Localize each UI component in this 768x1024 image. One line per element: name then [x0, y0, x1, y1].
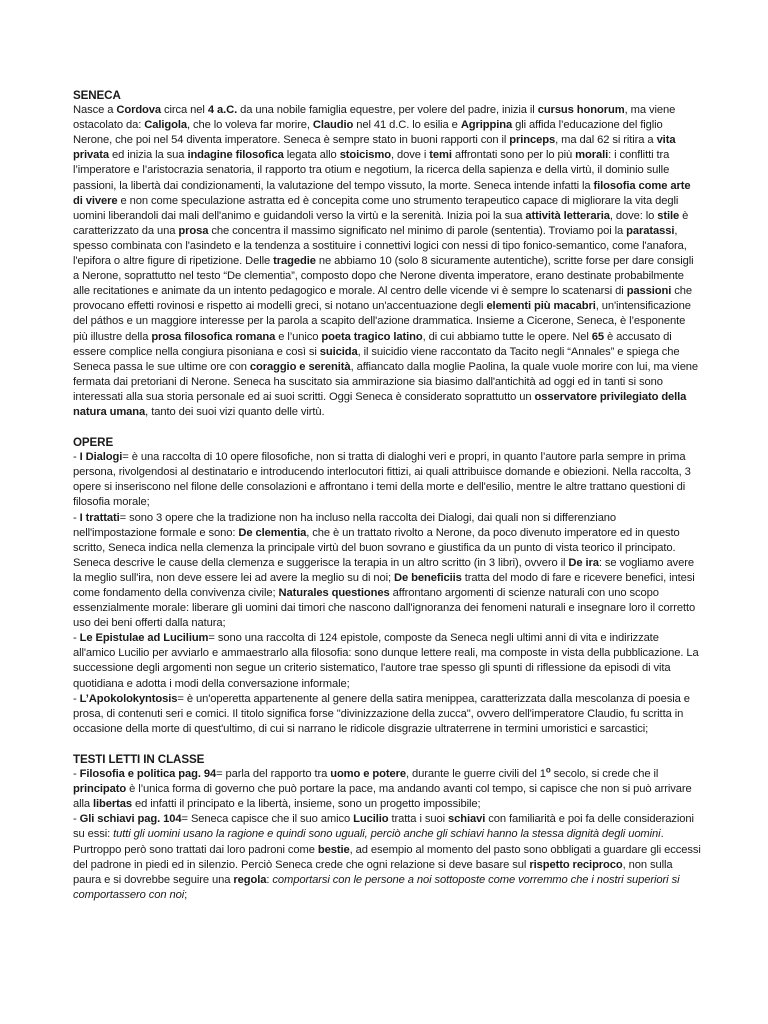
list-item-gli-schiavi: [73, 812, 701, 903]
text-run: , spesso combinata con l'asindeto e la tendenza a sostituire i connettivi logici con nessi di tipo fonico-semantico, come l'anafora, l'epifora o altre figure di ripetizione. Delle: [73, 224, 687, 268]
text-run: , tanto dei suoi vizi quanto delle virtù.: [145, 405, 325, 418]
list-item-trattati: [73, 511, 701, 632]
text-run: -: [73, 692, 80, 705]
text-run: è accusato di essere complice nella congiura pisoniana e così si: [73, 330, 672, 358]
text-run: tratta del modo di fare e ricevere benefici, intesi come fondamento della convivenza civile;: [73, 571, 695, 599]
bold-text: 65: [591, 330, 605, 343]
italic-text: tutti gli uomini usano la ragione e quindi sono uguali, perciò anche gli schiavi hanno la stessa dignità degli uomini: [113, 828, 661, 841]
italic-text: comportarsi con le persone a noi sottoposte come vorremmo che i nostri superiori si comportassero con noi: [73, 873, 680, 901]
text-run: = è una raccolta di 10 opere filosofiche, non si tratta di dialoghi veri e propri, in quanto l’autore parla sempre in prima persona, rivolgendosi al destinatario e introducendo interlocutori fittizi, ai quali attribuisce domande e obiezioni. Nella raccolta, 3 opere si inseriscono nel filone delle consolazioni e affrontano i temi della morte e dell'esilio, mentre le altre trattano questioni di filosofia morale;: [73, 451, 691, 509]
bold-text: Cordova: [116, 104, 162, 117]
bold-text: filosofia come arte di vivere: [73, 179, 691, 207]
text-run: . Purtroppo però sono trattati dai loro padroni come: [73, 828, 664, 856]
bold-text: De beneficiis: [394, 571, 462, 584]
text-run: gli affida l’educazione del figlio Nerone, che poi nel 54 diventa imperatore. Seneca è sempre stato in buoni rapporti con il: [73, 119, 663, 147]
text-run: affrontano argomenti di scienze naturali con uno scopo essenzialmente morale: liberare gli uomini dai timori che nascono dall'ignoranza dei fenomeni naturali e insegnare loro il corretto uso dei beni offerti dalla natura;: [73, 587, 696, 630]
text-run: ed infatti il principato e la libertà, insieme, sono un progetto impossibile;: [132, 798, 481, 811]
bold-text: libertas: [93, 798, 133, 811]
bold-text: L’Apokolokyntosis: [79, 692, 178, 705]
text-run: da una nobile famiglia equestre, per volere del padre, inizia il: [237, 104, 538, 117]
list-item-epistulae: [73, 631, 701, 691]
bold-text: schiavi: [447, 813, 486, 826]
text-run: : se vogliamo avere la meglio sull'ira, non deve essere lei ad avere la meglio su di noi;: [73, 556, 694, 584]
text-run: -: [73, 813, 80, 826]
bold-text: Caligola: [144, 119, 187, 132]
text-run: è l’unica forma di governo che può portare la pace, ma andando avanti col tempo, si capisce che non si può arrivare alla: [73, 783, 692, 811]
text-run: e l’unico: [275, 330, 322, 343]
text-run: , di cui abbiamo tutte le opere. Nel: [422, 330, 592, 343]
text-run: , durante le guerre civili del 1: [406, 768, 546, 781]
bold-text: Naturales questiones: [278, 587, 390, 599]
text-run: affrontati sono per lo più: [451, 149, 576, 162]
bold-text: uomo e potere: [330, 768, 406, 781]
text-run: = è un'operetta appartenente al genere della satira menippea, caratterizzata dalla mescolanza di poesia e prosa, di contenuti seri e comici. Il titolo significa forse "divinizzazione della zucca", ovvero dell'imperatore Claudio, fu scritta in occasione della morte di quest'ultimo, di cui si narrano le ridicole disgrazie ultraterrene in termini umoristici e sarcastici;: [73, 692, 690, 735]
bold-text: I trattati: [79, 511, 120, 524]
text-run: nel 41 d.C. lo esilia e: [353, 119, 461, 132]
text-run: , ma dal 62 si ritira a: [555, 134, 657, 147]
bold-text: osservatore privilegiato della natura umana: [73, 390, 687, 418]
bold-text: paratassi: [626, 224, 675, 237]
bold-text: attività letteraria: [525, 209, 610, 222]
bold-text: elementi più macabri: [486, 300, 596, 313]
text-run: = parla del rapporto tra: [216, 768, 331, 781]
bold-text: stoicismo: [339, 149, 392, 162]
text-run: secolo, si crede che il: [550, 768, 659, 781]
bold-text: 4 a.C.: [207, 104, 238, 117]
text-run: e non come speculazione astratta ed è concepita come uno strumento terapeutico capace di migliorare la vita degli uomini liberandoli dai mali dell'animo e guidandoli verso la virtù e la serenità. Inizia poi la sua: [73, 194, 679, 222]
section-title-opere: OPERE: [73, 436, 114, 450]
text-run: che provocano effetti rovinosi e rispetto ai modelli greci, si notano un'accentuazione degli: [73, 285, 693, 313]
text-run: , affiancato dalla moglie Paolina, la quale vuole morire con lui, ma viene fermata dai pretoriani di Nerone. Seneca ha suscitato sia ammirazione sia biasimo dall'antichità ad oggi ed in tanti si sono interessati alla sua storia personale ed ai suoi scritti. Oggi Seneca è considerato soprattutto un: [73, 360, 699, 403]
text-run: con familiarità e poi fa delle considerazioni su essi:: [73, 813, 694, 841]
section-title-testi: TESTI LETTI IN CLASSE: [73, 752, 205, 766]
text-run: , ad esempio al momento del pasto sono obbligati a guardare gli eccessi del padrone in piedi ed in silenzio. Perciò Seneca crede che ogni relazione si deve basare sul: [73, 843, 701, 871]
section-title-seneca: SENECA: [73, 89, 121, 102]
bold-text: cursus honorum: [537, 104, 625, 117]
list-item-filosofia-politica: [73, 767, 701, 812]
bold-text: Filosofia e politica pag. 94: [79, 768, 217, 781]
bold-text: tragedie: [273, 255, 316, 268]
bold-text: suicida: [319, 345, 358, 358]
text-run: : i conflitti tra l’imperatore e l’aristocrazia senatoria, il rapporto tra otium e negotium, la ricerca della sapienza e della virtù, il dominio sulle passioni, la libertà dai condizionamenti, la valutazione del tempo vissuto, la morte. Seneca intende infatti la: [73, 149, 670, 192]
text-run: :: [266, 873, 273, 886]
text-run: , che lo voleva far morire,: [187, 119, 313, 132]
document-page: [73, 88, 701, 903]
text-run: circa nel: [161, 104, 208, 117]
text-run: che concentra il massimo significato nel minimo di parole (sententia). Troviamo poi la: [208, 224, 627, 237]
bold-text: Lucilio: [353, 813, 389, 826]
text-run: -: [73, 451, 80, 464]
text-run: = sono una raccolta di 124 epistole, composte da Seneca negli ultimi anni di vita e indirizzate all'amico Lucilio per avviarlo e ammaestrarlo alla filosofia: sono dunque lettere reali, ma composte in vista della pubblicazione. La successione degli argomenti non segue un criterio sistematico, l'autore trae spesso gli spunti di riflessione da episodi di vita quotidiana e adotta i modi della conversazione informale;: [73, 632, 699, 690]
text-run: è caratterizzato da una: [73, 209, 689, 237]
spacer: [73, 420, 701, 435]
bold-text: Claudio: [312, 119, 354, 132]
bold-text: temi: [429, 149, 452, 162]
bold-text: bestie: [317, 843, 350, 856]
text-run: ne abbiamo 10 (solo 8 sicuramente autentiche), scritte forse per dare consigli a Nerone, soprattutto nel testo “De clementia”, composto dopo che Nerone diventa imperatore, erano destinate probabilmente alle recitationes e animate da un intento pedagogico e morale. Al centro delle vicende vi è sempre lo scatenarsi di: [73, 255, 694, 298]
paragraph-seneca-bio: [73, 103, 701, 420]
bold-text: passioni: [626, 285, 672, 298]
bold-text: morali: [575, 149, 609, 162]
bold-text: poeta tragico latino: [321, 330, 423, 343]
spacer: [73, 737, 701, 752]
text-run: , che è un trattato rivolto a Nerone, da poco divenuto imperatore ed in questo scritto, Seneca indica nella clemenza la principale virtù del buon sovrano e giustifica da un punto di vista teorico il principato. Seneca descrive le cause della clemenza e suggerisce la terapia in un altro scritto (in 3 libri), ovvero il: [73, 526, 680, 569]
bold-text: princeps: [509, 134, 556, 147]
bold-text: coraggio e serenità: [249, 360, 351, 373]
text-run: = sono 3 opere che la tradizione non ha incluso nella raccolta dei Dialogi, dai quali non si differenziano nell'impostazione formale e sono:: [73, 511, 617, 539]
list-item-dialogi: [73, 450, 701, 510]
text-run: Nasce a: [73, 104, 117, 117]
text-run: , il suicidio viene raccontato da Tacito negli “Annales” e spiega che Seneca passa le sue ultime ore con: [73, 345, 680, 373]
text-run: = Seneca capisce che il suo amico: [181, 813, 354, 826]
list-item-apokolokyntosis: [73, 692, 701, 737]
text-run: tratta i suoi: [388, 813, 448, 826]
bold-text: Le Epistulae ad Lucilium: [79, 632, 209, 645]
text-run: -: [73, 632, 80, 645]
bold-text: rispetto reciproco: [529, 858, 623, 871]
text-run: ed inizia la sua: [109, 149, 188, 162]
text-run: -: [73, 511, 80, 524]
bold-text: stile: [657, 209, 680, 222]
text-run: legata allo: [283, 149, 340, 162]
text-run: , un'intensificazione del páthos e un maggiore interesse per la parola a scapito dell'azione drammatica. Insieme a Cicerone, Seneca, è l’esponente più illustre della: [73, 300, 691, 343]
bold-text: De clementia: [238, 526, 307, 539]
bold-text: indagine filosofica: [187, 149, 284, 162]
bold-text: vita privata: [73, 134, 676, 162]
text-run: , dove i: [391, 149, 430, 162]
bold-text: Gli schiavi pag. 104: [79, 813, 182, 826]
bold-text: prosa filosofica romana: [151, 330, 276, 343]
superscript-text: o: [545, 765, 551, 775]
text-run: , non sulla paura e si dovrebbe seguire una: [73, 858, 673, 886]
bold-text: De ira: [568, 556, 599, 569]
text-run: -: [73, 768, 80, 781]
text-run: ;: [184, 888, 188, 901]
bold-text: prosa: [178, 224, 209, 237]
bold-text: I Dialogi: [79, 451, 123, 464]
text-run: , dove: lo: [609, 209, 658, 222]
bold-text: principato: [73, 783, 127, 796]
bold-text: regola: [233, 873, 267, 886]
text-run: , ma viene ostacolato da:: [73, 104, 676, 132]
bold-text: Agrippina: [460, 119, 513, 132]
